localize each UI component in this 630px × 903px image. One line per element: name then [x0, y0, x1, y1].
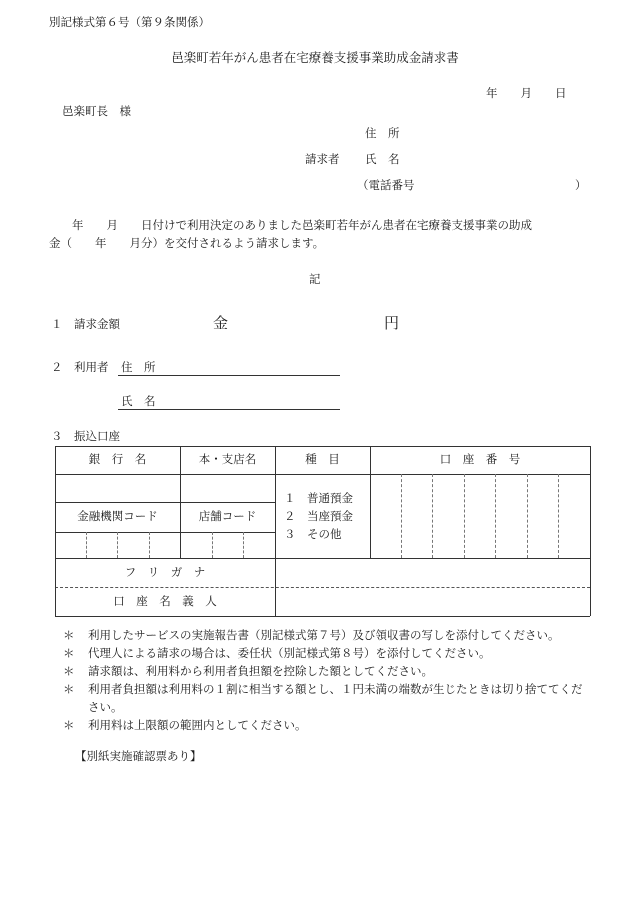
ki-heading: 記 — [309, 272, 321, 286]
request-text-line1: 年 月 日付けで利用決定のありました邑楽町若年がん患者在宅療養支援事業の助成 — [49, 218, 532, 232]
claimant-phone-label: （電話番号 — [357, 178, 415, 192]
branch-name-header: 本・支店名 — [198, 452, 257, 466]
claimant-role-label: 請求者 — [305, 152, 340, 166]
notes-list — [63, 626, 593, 734]
type-option-2[interactable]: ２ 当座預金 — [284, 509, 353, 523]
asterisk-icon: ＊ — [63, 646, 75, 660]
branch-code-input[interactable] — [181, 533, 274, 557]
amount-kin: 金 — [213, 314, 229, 332]
note-item: ＊ 代理人による請求の場合は、委任状（別記様式第８号）を添付してください。 — [63, 646, 491, 660]
account-number-header: 口 座 番 号 — [439, 452, 521, 466]
claimant-phone-close: ） — [575, 178, 587, 192]
account-holder-label: 口 座 名 義 人 — [113, 594, 217, 608]
bank-code-label: 金融機関コード — [77, 509, 158, 523]
bank-account-label: ３ 振込口座 — [51, 429, 120, 443]
branch-code-label: 店舗コード — [198, 509, 257, 523]
bank-name-input[interactable] — [56, 475, 179, 501]
user-name-label: 氏 名 — [121, 394, 156, 408]
bank-account-table — [55, 446, 590, 616]
claimant-name-label: 氏 名 — [365, 152, 400, 166]
amount-en: 円 — [384, 314, 400, 332]
form-number: 別記様式第６号（第９条関係） — [49, 15, 210, 29]
account-type-header: 種 目 — [305, 452, 340, 466]
asterisk-icon: ＊ — [63, 682, 75, 696]
request-text-line2: 金（ 年 月分）を交付されるよう請求します。 — [49, 236, 325, 250]
addressee: 邑楽町長 様 — [62, 104, 131, 118]
note-item: ＊ 利用者負担額は利用料の１割に相当する額とし、１円未満の端数が生じたときは切り捨ててください。 — [63, 682, 583, 714]
bank-name-header: 銀 行 名 — [88, 452, 147, 466]
asterisk-icon: ＊ — [63, 664, 75, 678]
branch-name-input[interactable] — [181, 475, 274, 501]
document-title: 邑楽町若年がん患者在宅療養支援事業助成金請求書 — [171, 50, 459, 65]
attachment-note: 【別紙実施確認票あり】 — [75, 749, 202, 763]
bank-code-input[interactable] — [56, 533, 179, 557]
user-address-label: 住 所 — [121, 360, 156, 374]
type-option-1[interactable]: １ 普通預金 — [284, 491, 353, 505]
note-item: ＊ 請求額は、利用料から利用者負担額を控除した額としてください。 — [63, 664, 433, 678]
note-item: ＊ 利用したサービスの実施報告書（別記様式第７号）及び領収書の写しを添付してください。 — [63, 628, 560, 642]
account-holder-input[interactable] — [276, 588, 589, 615]
asterisk-icon: ＊ — [63, 628, 75, 642]
type-option-3[interactable]: ３ その他 — [284, 527, 342, 541]
date-field[interactable]: 年 月 日 — [486, 86, 567, 100]
claim-amount-label: １ 請求金額 — [51, 317, 120, 331]
account-number-input[interactable] — [371, 475, 589, 557]
furigana-input[interactable] — [276, 559, 589, 586]
asterisk-icon: ＊ — [63, 718, 75, 732]
user-label: ２ 利用者 — [51, 360, 109, 374]
user-address-line[interactable] — [118, 375, 340, 376]
user-name-line[interactable] — [118, 409, 340, 410]
claimant-address-label: 住 所 — [365, 126, 400, 140]
note-item: ＊ 利用料は上限額の範囲内としてください。 — [63, 718, 307, 732]
furigana-label: フ リ ガ ナ — [124, 565, 206, 579]
